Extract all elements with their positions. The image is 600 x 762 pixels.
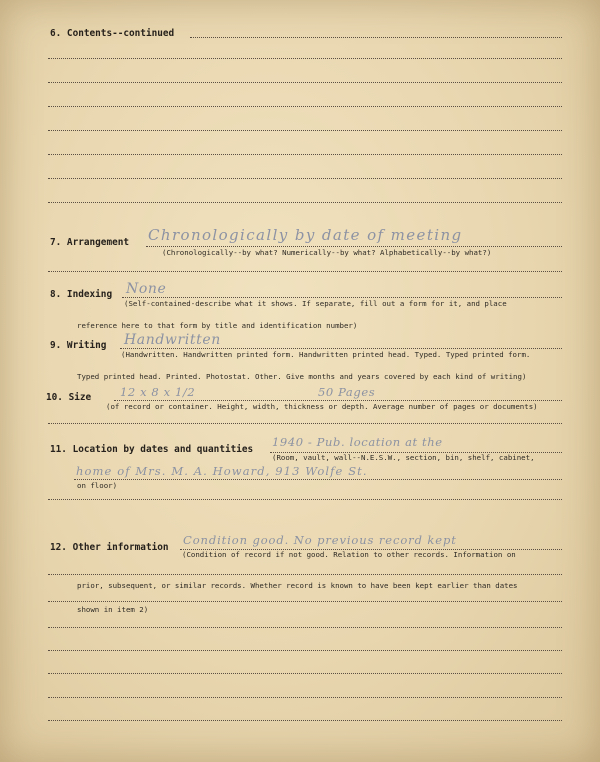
other-info-hint: (Condition of record if not good. Relation to other records. Information on <box>182 550 516 559</box>
other-info-line-3 <box>48 601 562 602</box>
contents-line <box>48 202 562 203</box>
other-info-handwriting: Condition good. No previous record kept <box>183 533 457 547</box>
size-line-2 <box>48 423 562 424</box>
other-info-hint-3: shown in item 2) <box>77 605 149 614</box>
other-info-line-4 <box>48 627 562 628</box>
size-label: 10. Size <box>46 392 92 403</box>
indexing-label: 8. Indexing <box>50 289 113 300</box>
size-handwriting-dimensions: 12 x 8 x 1/2 <box>120 385 196 399</box>
location-hint-2: on floor) <box>77 481 118 490</box>
arrangement-hint: (Chronologically--by what? Numerically--by what? Alphabetically--by what?) <box>162 248 492 257</box>
contents-line <box>48 154 562 155</box>
other-info-hint-2: prior, subsequent, or similar records. Whether record is known to have been kept earlier than dates <box>77 581 518 590</box>
indexing-line <box>122 297 562 298</box>
indexing-handwriting: None <box>126 281 167 297</box>
indexing-hint: (Self-contained-describe what it shows. If separate, fill out a form for it, and place <box>124 299 507 308</box>
other-info-line-6 <box>48 673 562 674</box>
arrangement-line-2 <box>48 271 562 272</box>
contents-line <box>48 178 562 179</box>
writing-line <box>120 348 562 349</box>
size-hint: (of record or container. Height, width, thickness or depth. Average number of pages or documents) <box>106 402 538 411</box>
contents-line <box>48 82 562 83</box>
contents-line <box>48 106 562 107</box>
contents-line <box>48 58 562 59</box>
writing-handwriting: Handwritten <box>124 332 221 348</box>
location-line-2 <box>74 479 562 480</box>
other-info-line-8 <box>48 720 562 721</box>
arrangement-label: 7. Arrangement <box>50 237 130 248</box>
location-line-3 <box>48 499 562 500</box>
writing-hint: (Handwritten. Handwritten printed form. Handwritten printed head. Typed. Typed printed form. <box>121 350 531 359</box>
size-line <box>114 400 562 401</box>
arrangement-line <box>146 246 562 247</box>
arrangement-handwriting: Chronologically by date of meeting <box>148 226 463 244</box>
contents-line <box>190 37 562 38</box>
location-label: 11. Location by dates and quantities <box>50 444 254 455</box>
other-info-line-2 <box>48 574 562 575</box>
contents-continued-label: 6. Contents--continued <box>50 28 175 39</box>
location-handwriting-1: 1940 - Pub. location at the <box>272 435 443 449</box>
writing-hint-2: Typed printed head. Printed. Photostat. Other. Give months and years covered by each kind of writing) <box>77 372 527 381</box>
writing-label: 9. Writing <box>50 340 107 351</box>
other-info-label: 12. Other information <box>50 542 169 553</box>
contents-line <box>48 130 562 131</box>
other-info-line-7 <box>48 697 562 698</box>
location-handwriting-2: home of Mrs. M. A. Howard, 913 Wolfe St. <box>76 464 368 478</box>
other-info-line-5 <box>48 650 562 651</box>
location-hint: (Room, vault, wall--N.E.S.W., section, bin, shelf, cabinet, <box>272 453 535 462</box>
size-handwriting-pages: 50 Pages <box>318 385 376 399</box>
indexing-hint-2: reference here to that form by title and identification number) <box>77 321 358 330</box>
